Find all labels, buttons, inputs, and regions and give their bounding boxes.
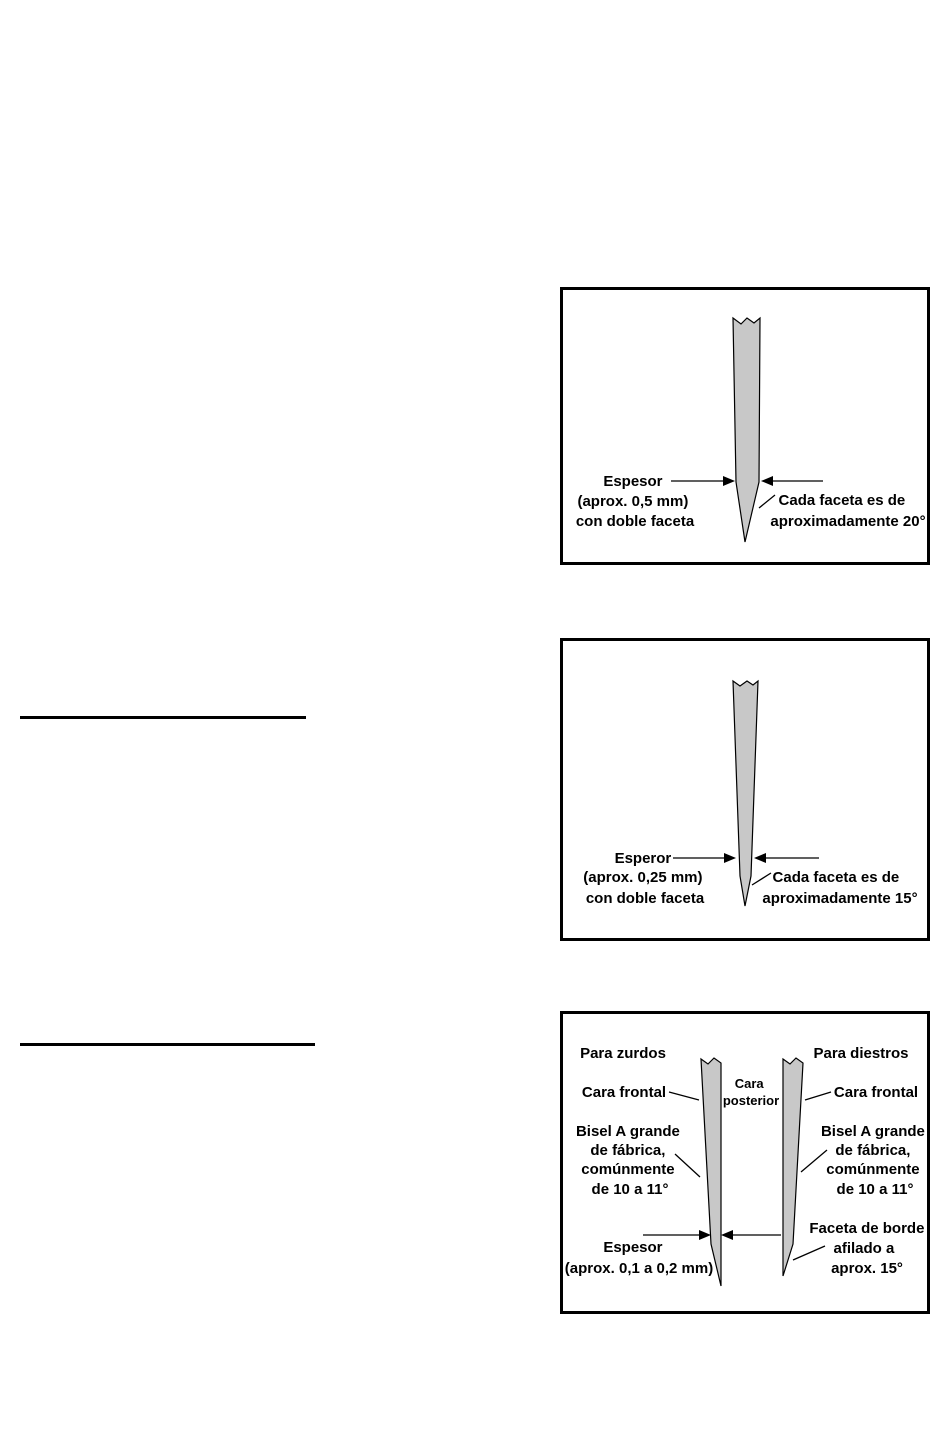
thickness-label-3: Espesor (aprox. 0,1 a 0,2 mm) <box>564 1239 714 1277</box>
edge-facet-leader <box>793 1246 825 1260</box>
arrowhead-right-1 <box>761 476 773 486</box>
blade-diagram-1-svg <box>563 290 933 568</box>
arrowhead-left-3 <box>699 1230 711 1240</box>
blade-1-shape <box>733 318 760 542</box>
blade-2-shape <box>733 681 758 906</box>
blade-diagram-2 <box>560 638 930 941</box>
right-bevel-leader <box>801 1150 827 1172</box>
left-front-face-leader <box>669 1092 699 1100</box>
section-divider-2 <box>20 1043 315 1046</box>
left-bevel-label: Bisel A grande de fábrica, comúnmente de 10 a 11° <box>575 1123 680 1198</box>
section-divider-1 <box>20 716 306 719</box>
blade-diagram-1 <box>560 287 930 565</box>
blade-diagram-3-svg <box>563 1014 933 1317</box>
left-front-face-label: Cara frontal <box>581 1084 667 1101</box>
blade-diagram-2-svg <box>563 641 933 944</box>
right-bevel-label: Bisel A grande de fábrica, comúnmente de 10 a 11° <box>820 1123 925 1198</box>
edge-facet-label: Faceta de borde afilado a aprox. 15° <box>809 1220 925 1277</box>
right-front-face-label: Cara frontal <box>833 1084 919 1101</box>
right-handed-title: Para diestros <box>813 1045 909 1062</box>
facet-label-2: Cada faceta es de aproximadamente 15° <box>762 869 918 907</box>
arrowhead-left-1 <box>723 476 735 486</box>
facet-label-1: Cada faceta es de aproximadamente 20° <box>770 492 926 530</box>
facet-leader-1 <box>759 495 775 508</box>
thickness-label-2: Esperor (aprox. 0,25 mm) con doble faceta <box>583 850 705 907</box>
blade-right-handed-shape <box>783 1058 803 1276</box>
arrowhead-right-3 <box>721 1230 733 1240</box>
back-face-label: Cara posterior <box>722 1076 780 1108</box>
blade-left-handed-shape <box>701 1058 721 1286</box>
left-handed-title: Para zurdos <box>580 1045 666 1062</box>
blade-diagram-3 <box>560 1011 930 1314</box>
arrowhead-right-2 <box>754 853 766 863</box>
facet-leader-2 <box>752 873 771 885</box>
right-front-face-leader <box>805 1092 831 1100</box>
thickness-label-1: Espesor (aprox. 0,5 mm) con doble faceta <box>575 473 695 530</box>
arrowhead-left-2 <box>724 853 736 863</box>
